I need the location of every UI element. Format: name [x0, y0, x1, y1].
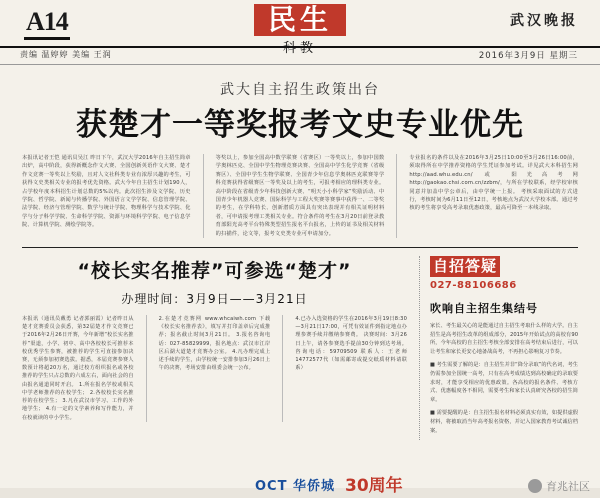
column-divider — [282, 315, 283, 422]
lead-kicker: 武大自主招生政策出台 — [220, 82, 380, 98]
sidebar-body — [430, 322, 578, 435]
credits-bar — [0, 48, 600, 65]
lead-story — [0, 65, 600, 145]
lead-headline: 获楚才一等奖报考文史专业优先 — [76, 107, 524, 143]
second-story — [0, 248, 600, 440]
watermark-label: 育兆社区 — [546, 480, 590, 493]
paper-name-block — [510, 10, 578, 30]
column-divider — [146, 315, 147, 422]
sidebar-paragraph: ■ 需要提醒的是：自主招生报名材料必须真实有效，如提供虚假材料，将被取消当年高考报名资格，并记入国家教育考试诚信档案。 — [430, 410, 578, 434]
second-column-2: 2.在楚才竞赛网 www.whcaiwh.com 下载《校长实名推荐表》，填写并打印盖章后完成推荐；报名截止时间3月21日。 3.报名咨询电话：027-85829999，报名地点：武汉市江岸区后湖大道楚才竞赛办公室。 4.凡办理完成上述手续的学生，由学校统一安排参加3月26日上午的决赛，考场安排由组委会统一公布。 — [158, 316, 271, 372]
section-subtitle: 科教 — [282, 41, 317, 56]
lead-column-3: 专业报名的条件以及在2016年3月25日10:00至3月26日16:00前，须取得所在中学推荐资格的学生凭证参加考试。详见武大本科招生网 http://aad.whu.edu.cn/ 或 阳光高考网 http://gaokao.chsi.com.cn/zzbm/，与所在学校联系，经学校审核同意并加盖中学公章后，由中学统一上报。 考核采取面试的方式进行，考核时间为6月11日至12日，考核地点为武汉大学校本部。通过考核的考生将享受高考录取优惠政策，最高可降至一本线录取。 — [409, 155, 579, 212]
lead-columns — [0, 145, 600, 238]
second-column-3: 4.已办入选资格的学生在2016年3月19日8:30—3月21日17:00，可凭有效证件到指定地点办理参赛手续并缴纳参赛费。 决赛时间：3月26日上午，请各参赛选手提前30分钟到达考场。 咨询电话：59709509 联系人：王老师 14772577代（如需邮寄或提交纸质材料请联系） — [295, 316, 408, 372]
second-story-body — [22, 256, 407, 440]
second-headline: “校长实名推荐”可参选“楚才” — [77, 260, 352, 283]
issue-date: 2016年3月9日 星期三 — [478, 51, 578, 61]
column-divider — [396, 154, 397, 238]
advert-anniversary: 30周年 — [345, 476, 403, 496]
section-title: 民生 — [254, 4, 346, 36]
page-number: A14 — [24, 8, 70, 40]
editor-credits: 责编 温婷婷 美编 王润 — [20, 50, 112, 59]
lead-column-1: 本报讯记者王恺 通讯员吴江 昨日下午，武汉大学2016年自主招生简章出炉，高中阶段，获得新概念作文大赛、全国创新英语作文大赛、楚才作文竞赛一等奖以上奖励，且对人文社科类专业有浓厚兴趣的考生，可获得文史类相关专业的报考优先资格。武大今年自主招生计划190人，占学校年度本科招生计划总数的5%以内。此次招生涉及文学院、历史学院、哲学院、新闻与传播学院、外国语言文学学院、信息管理学院、法学院、经济与管理学院、数学与统计学院、物理科学与技术学院、化学与分子科学学院、生命科学学院、资源与环境科学学院、电子信息学院、计算机学院、测绘学院等。 — [22, 155, 191, 229]
second-column-1: 本报讯（通讯员戴勇 记者郭丽霞）记者昨日从楚才竞赛委员会获悉，第32届楚才作文竞赛已于2016年2月26日开赛，今年新增“校长实名推荐”渠道，小学、初中、高中各校校长可推荐本校优秀学生参赛，被推荐的学生可直接参加决赛，无须参加初赛选拔。据悉，本届竞赛参赛人数预计将超20万名，通过校方组织报名或各校推荐的学生只占总数的六成左右，面向社会的自由报名通道同时开启。 1.所在报名学校或相关中学老师推荐的在校学生； 2.各校校长实名推荐的在校学生； 3.凡在武汉市学习、工作的外地学生； 4.有一定的文学素养和写作能力，并在校就读的中小学生。 — [22, 316, 134, 421]
sidebar-paragraph: ■ 考生需要了解的是：自主招生并非“降分录取”的代名词，考生仍需参加全国统一高考，只有在高考成绩达到高校确定的录取要求时，才能享受相应的优惠政策。各高校的报名条件、考核方式、优惠幅度各不相同，需要考生和家长认真研究各校的招生简章。 — [430, 362, 578, 403]
sidebar-paragraph: 家长、考生最关心的是能通过自主招生考取什么样的大学。自主招生是高考招生改革的组成部分，2015年开始试点的高校有90所，今年高校的自主招生考核全部安排在高考结束后进行，可以让考生和家长更安心地备战高考，不再担心影响复习节奏。 — [430, 323, 578, 355]
page-footer — [0, 472, 600, 498]
advert-logo: OCT 华侨城 — [255, 479, 335, 494]
sidebar-box — [419, 256, 578, 440]
second-columns — [22, 315, 407, 422]
sidebar-title-block — [430, 256, 578, 277]
sidebar-phone: 027-88106686 — [430, 280, 517, 292]
second-time-label: 办理时间：3月9日——3月21日 — [121, 292, 308, 307]
sidebar-title: 自招答疑 — [430, 256, 500, 277]
paper-name: 武汉晚报 — [510, 13, 578, 29]
column-divider — [203, 154, 204, 238]
watermark — [528, 478, 590, 494]
lead-column-2: 等奖以上，参加全国高中数学联赛（省赛区）一等奖以上，参加中国数学奥林匹克、全国中学生物理竞赛决赛、全国高中学生化学竞赛（省级赛区）、全国中学生生物学联赛、全国青少年信息学奥林匹克联赛等学科竞赛获得省级赛区一等奖及以上的考生，可报考相应的理科类专业。 高中阶段在省级青少年科技创新大赛、“明天小小科学家”奖励活动、中国青少年机器人竞赛、国际科学与工程大奖赛等赛事中获得一、二等奖的考生，在学科特长、创新潜质方面具有突出表现并有相关证明材料者，可申请报考理工类相关专业。符合条件的考生在3月20日前登录教育部阳光高考平台特殊类型招生报名平台报名，上传的证书及相关材料的扫描件，论文等，报考文史类专业可申请加分。 — [215, 155, 385, 237]
sidebar-subtitle: 吹响自主招生集结号 — [430, 302, 538, 316]
watermark-icon — [528, 479, 542, 493]
